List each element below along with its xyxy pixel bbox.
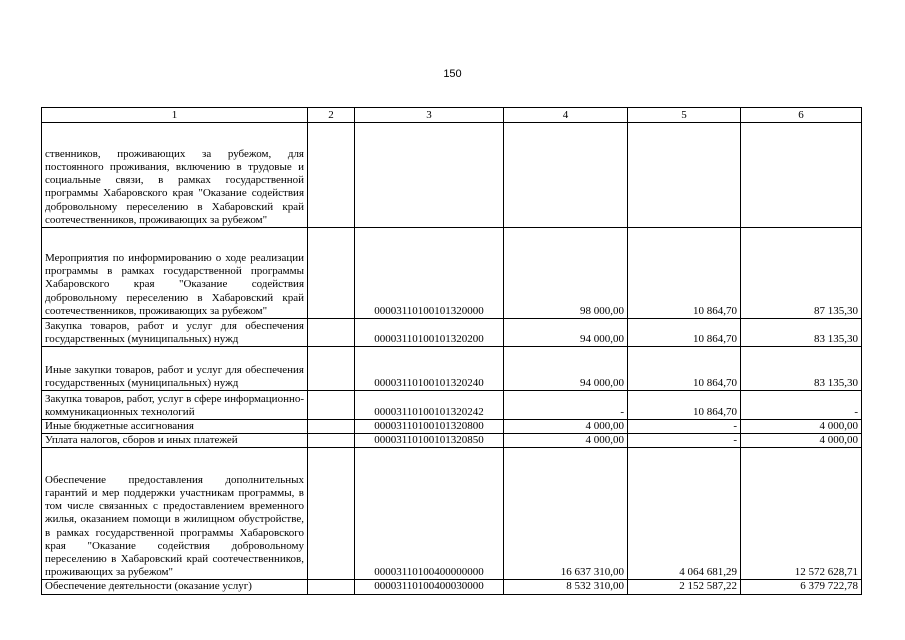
row-code: 00003110100101320242 xyxy=(355,391,504,420)
row-value-4 xyxy=(504,123,628,228)
row-code: 00003110100101320800 xyxy=(355,420,504,434)
table-header-row xyxy=(42,108,862,123)
row-value-6: 87 135,30 xyxy=(741,228,862,319)
row-value-5: 10 864,70 xyxy=(628,319,741,347)
table-row xyxy=(42,420,862,434)
row-value-5: - xyxy=(628,420,741,434)
column-header: 1 xyxy=(42,108,308,123)
row-name: Обеспечение предоставления дополнительных гарантий и мер поддержки участникам программы, в том числе связанных с предоставлением временного жилья, оказанием помощи в жилищном обустройстве, в рамках государственной программы Хабаровского края "Оказание содействия добровольному переселению в Хабаровский край соотечественников, проживающих за рубежом" xyxy=(42,448,308,580)
row-name: Мероприятия по информированию о ходе реализации программы в рамках государственной программы Хабаровского края "Оказание содействия добровольному переселению в Хабаровский край соотечественников, проживающих за рубежом" xyxy=(42,228,308,319)
column-header: 3 xyxy=(355,108,504,123)
row-col2 xyxy=(308,580,355,594)
row-name: Иные бюджетные ассигнования xyxy=(42,420,308,434)
row-value-4: 4 000,00 xyxy=(504,434,628,448)
row-value-5: 10 864,70 xyxy=(628,228,741,319)
row-value-6: 83 135,30 xyxy=(741,319,862,347)
column-header: 4 xyxy=(504,108,628,123)
row-col2 xyxy=(308,319,355,347)
row-code: 00003110100101320850 xyxy=(355,434,504,448)
row-name: Иные закупки товаров, работ и услуг для обеспечения государственных (муниципальных) нужд xyxy=(42,347,308,391)
row-value-4: 4 000,00 xyxy=(504,420,628,434)
row-code: 00003110100101320200 xyxy=(355,319,504,347)
table-row xyxy=(42,319,862,347)
row-code: 00003110100101320000 xyxy=(355,228,504,319)
column-header: 2 xyxy=(308,108,355,123)
row-col2 xyxy=(308,391,355,420)
row-col2 xyxy=(308,228,355,319)
row-value-4: - xyxy=(504,391,628,420)
column-header: 5 xyxy=(628,108,741,123)
row-code: 00003110100400000000 xyxy=(355,448,504,580)
row-code: 00003110100101320240 xyxy=(355,347,504,391)
row-value-6: - xyxy=(741,391,862,420)
row-value-5: 10 864,70 xyxy=(628,391,741,420)
row-name: Уплата налогов, сборов и иных платежей xyxy=(42,434,308,448)
row-name: Обеспечение деятельности (оказание услуг) xyxy=(42,580,308,594)
budget-table xyxy=(41,107,862,595)
row-value-5: 2 152 587,22 xyxy=(628,580,741,594)
row-code: 00003110100400030000 xyxy=(355,580,504,594)
row-name: ственников, проживающих за рубежом, для постоянного проживания, включению в трудовые и социальные связи, в рамках государственной программы Хабаровского края "Оказание содействия добровольному переселению в Хабаровский край соотечественников, проживающих за рубежом" xyxy=(42,123,308,228)
row-value-6: 12 572 628,71 xyxy=(741,448,862,580)
row-name: Закупка товаров, работ, услуг в сфере информационно-коммуникационных технологий xyxy=(42,391,308,420)
row-col2 xyxy=(308,434,355,448)
row-value-4: 94 000,00 xyxy=(504,319,628,347)
row-value-6: 6 379 722,78 xyxy=(741,580,862,594)
row-value-5: 4 064 681,29 xyxy=(628,448,741,580)
row-value-4: 98 000,00 xyxy=(504,228,628,319)
row-value-6: 83 135,30 xyxy=(741,347,862,391)
row-value-5: - xyxy=(628,434,741,448)
column-header: 6 xyxy=(741,108,862,123)
row-value-5 xyxy=(628,123,741,228)
row-value-6: 4 000,00 xyxy=(741,420,862,434)
row-col2 xyxy=(308,347,355,391)
row-col2 xyxy=(308,420,355,434)
table-row xyxy=(42,347,862,391)
row-value-4: 16 637 310,00 xyxy=(504,448,628,580)
table-row xyxy=(42,448,862,580)
row-value-5: 10 864,70 xyxy=(628,347,741,391)
table-row xyxy=(42,228,862,319)
row-value-6 xyxy=(741,123,862,228)
table-row xyxy=(42,580,862,594)
row-value-6: 4 000,00 xyxy=(741,434,862,448)
table-row xyxy=(42,391,862,420)
row-value-4: 94 000,00 xyxy=(504,347,628,391)
row-code xyxy=(355,123,504,228)
row-name: Закупка товаров, работ и услуг для обеспечения государственных (муниципальных) нужд xyxy=(42,319,308,347)
row-value-4: 8 532 310,00 xyxy=(504,580,628,594)
row-col2 xyxy=(308,123,355,228)
table-row xyxy=(42,434,862,448)
row-col2 xyxy=(308,448,355,580)
table-row xyxy=(42,123,862,228)
page-number: 150 xyxy=(443,68,462,80)
